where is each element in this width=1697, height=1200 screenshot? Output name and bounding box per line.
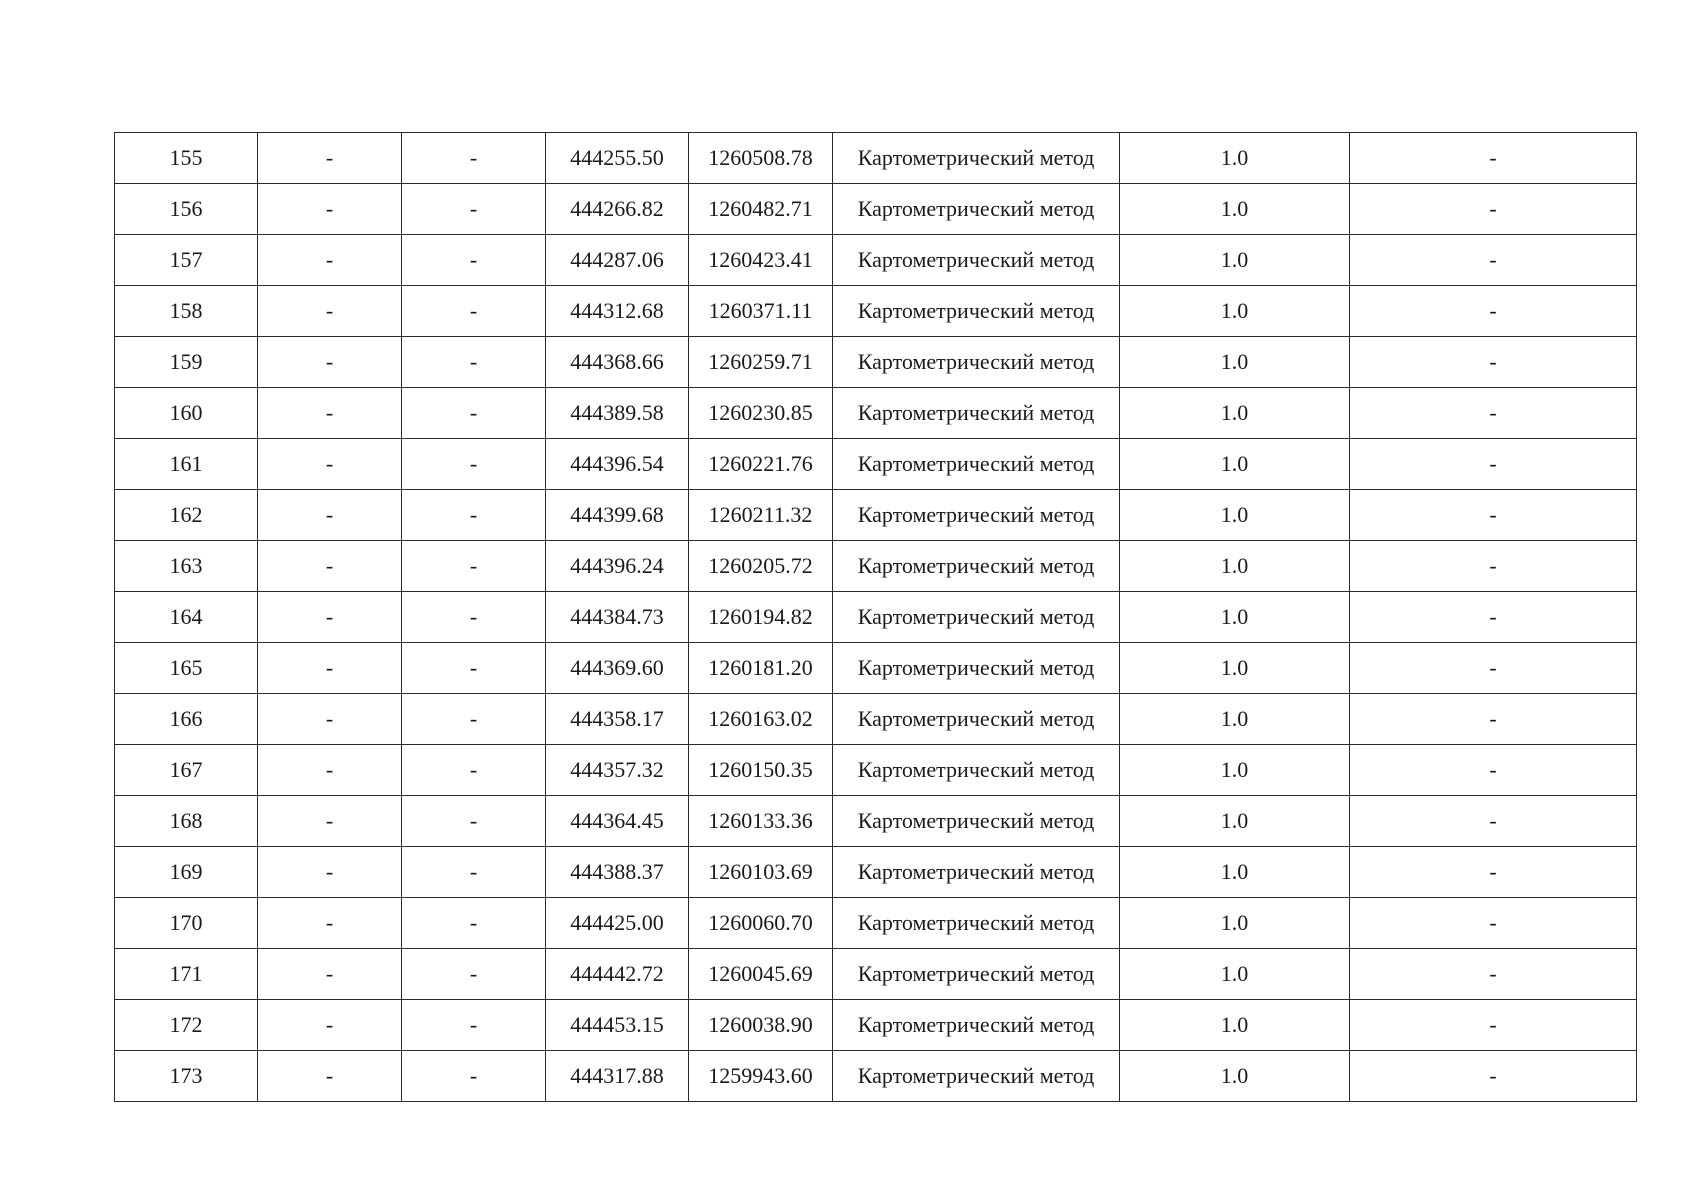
method-cell: Картометрический метод bbox=[833, 1051, 1120, 1102]
y-coordinate-cell: 1260194.82 bbox=[689, 592, 833, 643]
method-cell: Картометрический метод bbox=[833, 592, 1120, 643]
old-y-cell: - bbox=[402, 694, 546, 745]
x-coordinate-cell: 444396.24 bbox=[546, 541, 689, 592]
point-number-cell: 170 bbox=[115, 898, 258, 949]
x-coordinate-cell: 444287.06 bbox=[546, 235, 689, 286]
old-y-cell: - bbox=[402, 286, 546, 337]
accuracy-cell: 1.0 bbox=[1120, 133, 1350, 184]
old-x-cell: - bbox=[258, 694, 402, 745]
y-coordinate-cell: 1260230.85 bbox=[689, 388, 833, 439]
x-coordinate-cell: 444453.15 bbox=[546, 1000, 689, 1051]
y-coordinate-cell: 1260133.36 bbox=[689, 796, 833, 847]
x-coordinate-cell: 444364.45 bbox=[546, 796, 689, 847]
table-row bbox=[115, 1051, 1637, 1102]
old-x-cell: - bbox=[258, 643, 402, 694]
accuracy-cell: 1.0 bbox=[1120, 847, 1350, 898]
table-row bbox=[115, 133, 1637, 184]
old-x-cell: - bbox=[258, 745, 402, 796]
old-x-cell: - bbox=[258, 898, 402, 949]
description-cell: - bbox=[1350, 643, 1637, 694]
table-row bbox=[115, 694, 1637, 745]
y-coordinate-cell: 1260221.76 bbox=[689, 439, 833, 490]
y-coordinate-cell: 1260482.71 bbox=[689, 184, 833, 235]
table-row bbox=[115, 592, 1637, 643]
x-coordinate-cell: 444266.82 bbox=[546, 184, 689, 235]
point-number-cell: 164 bbox=[115, 592, 258, 643]
method-cell: Картометрический метод bbox=[833, 643, 1120, 694]
old-y-cell: - bbox=[402, 490, 546, 541]
accuracy-cell: 1.0 bbox=[1120, 898, 1350, 949]
old-y-cell: - bbox=[402, 592, 546, 643]
table-row bbox=[115, 337, 1637, 388]
old-y-cell: - bbox=[402, 541, 546, 592]
description-cell: - bbox=[1350, 541, 1637, 592]
y-coordinate-cell: 1260060.70 bbox=[689, 898, 833, 949]
accuracy-cell: 1.0 bbox=[1120, 949, 1350, 1000]
accuracy-cell: 1.0 bbox=[1120, 643, 1350, 694]
table-row bbox=[115, 439, 1637, 490]
old-y-cell: - bbox=[402, 1051, 546, 1102]
x-coordinate-cell: 444358.17 bbox=[546, 694, 689, 745]
x-coordinate-cell: 444369.60 bbox=[546, 643, 689, 694]
y-coordinate-cell: 1260045.69 bbox=[689, 949, 833, 1000]
y-coordinate-cell: 1260150.35 bbox=[689, 745, 833, 796]
description-cell: - bbox=[1350, 592, 1637, 643]
y-coordinate-cell: 1260163.02 bbox=[689, 694, 833, 745]
old-y-cell: - bbox=[402, 235, 546, 286]
description-cell: - bbox=[1350, 337, 1637, 388]
old-x-cell: - bbox=[258, 184, 402, 235]
description-cell: - bbox=[1350, 1000, 1637, 1051]
x-coordinate-cell: 444399.68 bbox=[546, 490, 689, 541]
x-coordinate-cell: 444384.73 bbox=[546, 592, 689, 643]
old-x-cell: - bbox=[258, 133, 402, 184]
old-y-cell: - bbox=[402, 643, 546, 694]
point-number-cell: 156 bbox=[115, 184, 258, 235]
table-row bbox=[115, 898, 1637, 949]
x-coordinate-cell: 444312.68 bbox=[546, 286, 689, 337]
table-row bbox=[115, 1000, 1637, 1051]
y-coordinate-cell: 1260371.11 bbox=[689, 286, 833, 337]
coordinates-table bbox=[114, 132, 1637, 1102]
x-coordinate-cell: 444255.50 bbox=[546, 133, 689, 184]
table-row bbox=[115, 490, 1637, 541]
description-cell: - bbox=[1350, 796, 1637, 847]
method-cell: Картометрический метод bbox=[833, 235, 1120, 286]
method-cell: Картометрический метод bbox=[833, 1000, 1120, 1051]
method-cell: Картометрический метод bbox=[833, 286, 1120, 337]
point-number-cell: 158 bbox=[115, 286, 258, 337]
point-number-cell: 155 bbox=[115, 133, 258, 184]
x-coordinate-cell: 444389.58 bbox=[546, 388, 689, 439]
old-x-cell: - bbox=[258, 388, 402, 439]
method-cell: Картометрический метод bbox=[833, 847, 1120, 898]
y-coordinate-cell: 1260423.41 bbox=[689, 235, 833, 286]
old-x-cell: - bbox=[258, 592, 402, 643]
accuracy-cell: 1.0 bbox=[1120, 286, 1350, 337]
y-coordinate-cell: 1260211.32 bbox=[689, 490, 833, 541]
old-y-cell: - bbox=[402, 898, 546, 949]
old-x-cell: - bbox=[258, 439, 402, 490]
method-cell: Картометрический метод bbox=[833, 949, 1120, 1000]
table-row bbox=[115, 949, 1637, 1000]
x-coordinate-cell: 444388.37 bbox=[546, 847, 689, 898]
accuracy-cell: 1.0 bbox=[1120, 796, 1350, 847]
method-cell: Картометрический метод bbox=[833, 796, 1120, 847]
old-x-cell: - bbox=[258, 235, 402, 286]
table-row bbox=[115, 184, 1637, 235]
old-y-cell: - bbox=[402, 184, 546, 235]
table-row bbox=[115, 745, 1637, 796]
old-x-cell: - bbox=[258, 847, 402, 898]
description-cell: - bbox=[1350, 898, 1637, 949]
description-cell: - bbox=[1350, 133, 1637, 184]
old-x-cell: - bbox=[258, 286, 402, 337]
table-row bbox=[115, 643, 1637, 694]
point-number-cell: 173 bbox=[115, 1051, 258, 1102]
x-coordinate-cell: 444396.54 bbox=[546, 439, 689, 490]
description-cell: - bbox=[1350, 490, 1637, 541]
old-x-cell: - bbox=[258, 949, 402, 1000]
description-cell: - bbox=[1350, 694, 1637, 745]
table-row bbox=[115, 286, 1637, 337]
description-cell: - bbox=[1350, 388, 1637, 439]
table-row bbox=[115, 541, 1637, 592]
accuracy-cell: 1.0 bbox=[1120, 235, 1350, 286]
y-coordinate-cell: 1260508.78 bbox=[689, 133, 833, 184]
accuracy-cell: 1.0 bbox=[1120, 388, 1350, 439]
y-coordinate-cell: 1260181.20 bbox=[689, 643, 833, 694]
accuracy-cell: 1.0 bbox=[1120, 337, 1350, 388]
accuracy-cell: 1.0 bbox=[1120, 694, 1350, 745]
accuracy-cell: 1.0 bbox=[1120, 541, 1350, 592]
accuracy-cell: 1.0 bbox=[1120, 1051, 1350, 1102]
x-coordinate-cell: 444368.66 bbox=[546, 337, 689, 388]
y-coordinate-cell: 1259943.60 bbox=[689, 1051, 833, 1102]
table-row bbox=[115, 796, 1637, 847]
method-cell: Картометрический метод bbox=[833, 898, 1120, 949]
point-number-cell: 163 bbox=[115, 541, 258, 592]
x-coordinate-cell: 444425.00 bbox=[546, 898, 689, 949]
old-x-cell: - bbox=[258, 796, 402, 847]
old-y-cell: - bbox=[402, 337, 546, 388]
description-cell: - bbox=[1350, 1051, 1637, 1102]
method-cell: Картометрический метод bbox=[833, 439, 1120, 490]
method-cell: Картометрический метод bbox=[833, 337, 1120, 388]
old-x-cell: - bbox=[258, 490, 402, 541]
accuracy-cell: 1.0 bbox=[1120, 1000, 1350, 1051]
y-coordinate-cell: 1260038.90 bbox=[689, 1000, 833, 1051]
point-number-cell: 171 bbox=[115, 949, 258, 1000]
method-cell: Картометрический метод bbox=[833, 388, 1120, 439]
old-y-cell: - bbox=[402, 847, 546, 898]
old-x-cell: - bbox=[258, 337, 402, 388]
method-cell: Картометрический метод bbox=[833, 745, 1120, 796]
method-cell: Картометрический метод bbox=[833, 490, 1120, 541]
point-number-cell: 157 bbox=[115, 235, 258, 286]
old-y-cell: - bbox=[402, 796, 546, 847]
y-coordinate-cell: 1260103.69 bbox=[689, 847, 833, 898]
point-number-cell: 165 bbox=[115, 643, 258, 694]
table-row bbox=[115, 235, 1637, 286]
description-cell: - bbox=[1350, 949, 1637, 1000]
accuracy-cell: 1.0 bbox=[1120, 184, 1350, 235]
accuracy-cell: 1.0 bbox=[1120, 745, 1350, 796]
x-coordinate-cell: 444442.72 bbox=[546, 949, 689, 1000]
y-coordinate-cell: 1260205.72 bbox=[689, 541, 833, 592]
x-coordinate-cell: 444317.88 bbox=[546, 1051, 689, 1102]
old-y-cell: - bbox=[402, 1000, 546, 1051]
method-cell: Картометрический метод bbox=[833, 184, 1120, 235]
method-cell: Картометрический метод bbox=[833, 694, 1120, 745]
point-number-cell: 161 bbox=[115, 439, 258, 490]
description-cell: - bbox=[1350, 847, 1637, 898]
old-y-cell: - bbox=[402, 439, 546, 490]
old-y-cell: - bbox=[402, 949, 546, 1000]
table-row bbox=[115, 847, 1637, 898]
table-row bbox=[115, 388, 1637, 439]
point-number-cell: 168 bbox=[115, 796, 258, 847]
method-cell: Картометрический метод bbox=[833, 541, 1120, 592]
point-number-cell: 169 bbox=[115, 847, 258, 898]
description-cell: - bbox=[1350, 745, 1637, 796]
point-number-cell: 162 bbox=[115, 490, 258, 541]
point-number-cell: 159 bbox=[115, 337, 258, 388]
old-y-cell: - bbox=[402, 133, 546, 184]
description-cell: - bbox=[1350, 286, 1637, 337]
old-y-cell: - bbox=[402, 745, 546, 796]
description-cell: - bbox=[1350, 439, 1637, 490]
y-coordinate-cell: 1260259.71 bbox=[689, 337, 833, 388]
method-cell: Картометрический метод bbox=[833, 133, 1120, 184]
accuracy-cell: 1.0 bbox=[1120, 439, 1350, 490]
accuracy-cell: 1.0 bbox=[1120, 490, 1350, 541]
old-y-cell: - bbox=[402, 388, 546, 439]
description-cell: - bbox=[1350, 235, 1637, 286]
table-body bbox=[115, 133, 1637, 1102]
point-number-cell: 166 bbox=[115, 694, 258, 745]
point-number-cell: 172 bbox=[115, 1000, 258, 1051]
accuracy-cell: 1.0 bbox=[1120, 592, 1350, 643]
old-x-cell: - bbox=[258, 541, 402, 592]
old-x-cell: - bbox=[258, 1000, 402, 1051]
point-number-cell: 167 bbox=[115, 745, 258, 796]
old-x-cell: - bbox=[258, 1051, 402, 1102]
x-coordinate-cell: 444357.32 bbox=[546, 745, 689, 796]
point-number-cell: 160 bbox=[115, 388, 258, 439]
description-cell: - bbox=[1350, 184, 1637, 235]
